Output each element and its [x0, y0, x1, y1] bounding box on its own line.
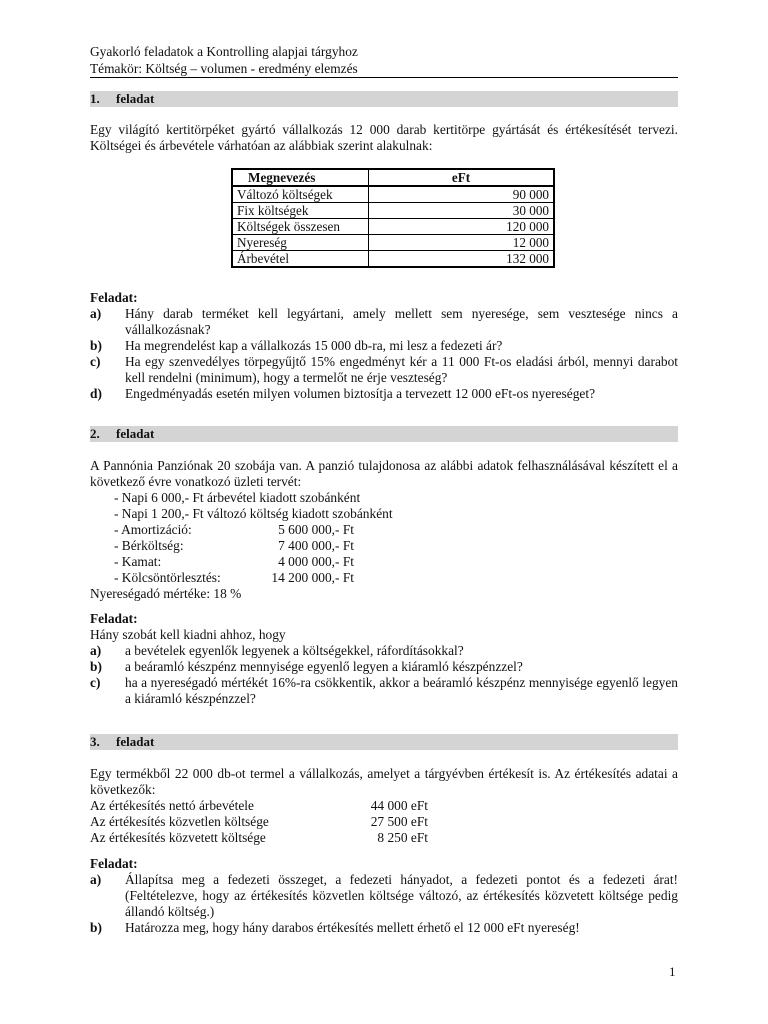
task3-body — [90, 766, 678, 846]
item-label: - Amortizáció: — [114, 522, 192, 537]
question-b — [90, 659, 678, 675]
list-item — [90, 522, 678, 538]
task1-title: feladat — [116, 91, 155, 106]
table-cell-value: 132 000 — [369, 251, 555, 268]
list-item — [90, 830, 678, 846]
item-value: 14 200 000,- Ft — [271, 570, 354, 585]
item-value: 44 000 eFt — [370, 798, 428, 813]
task3-questions — [90, 856, 678, 936]
task1-feladat-label: Feladat: — [90, 290, 138, 305]
question-label: b) — [90, 920, 102, 935]
task2-number: 2. — [90, 426, 100, 441]
item-label: - Kölcsöntörlesztés: — [114, 570, 221, 585]
item-label: - Napi 1 200,- Ft változó költség kiadott szobánként — [114, 506, 393, 521]
table-cell-name: Árbevétel — [232, 251, 369, 268]
question-text: Ha megrendelést kap a vállalkozás 15 000 db-ra, mi lesz a fedezeti ár? — [125, 338, 503, 353]
list-item — [90, 554, 678, 570]
item-label: - Bérköltség: — [114, 538, 184, 553]
table-header-value: eFt — [369, 169, 555, 186]
table-cell-name: Változó költségek — [232, 186, 369, 203]
header-topic: Témakör: Költség – volumen - eredmény elemzés — [90, 61, 678, 78]
task2-title: feladat — [116, 426, 155, 441]
task1-number: 1. — [90, 91, 100, 106]
table-header-row — [232, 169, 554, 186]
question-label: b) — [90, 338, 102, 353]
question-label: c) — [90, 354, 101, 369]
item-value: 7 400 000,- Ft — [278, 538, 354, 553]
question-text: a beáramló készpénz mennyisége egyenlő legyen a kiáramló készpénzzel? — [125, 659, 523, 674]
table-cell-value: 12 000 — [369, 235, 555, 251]
list-item — [90, 814, 678, 830]
question-text: Engedményadás esetén milyen volumen biztosítja a tervezett 12 000 eFt-os nyereséget? — [125, 386, 596, 401]
item-value: 27 500 eFt — [370, 814, 428, 829]
item-label: Az értékesítés nettó árbevétele — [90, 798, 254, 813]
item-value: 4 000 000,- Ft — [278, 554, 354, 569]
question-a — [90, 643, 678, 659]
list-item — [90, 570, 678, 586]
task2-questions — [90, 611, 678, 707]
question-a — [90, 306, 678, 338]
question-label: a) — [90, 872, 102, 887]
table-row — [232, 203, 554, 219]
question-text: a bevételek egyenlők legyenek a költségekkel, ráfordításokkal? — [125, 643, 464, 658]
item-label: Az értékesítés közvetlen költsége — [90, 814, 269, 829]
task2-feladat-label: Feladat: — [90, 611, 138, 626]
item-label: - Napi 6 000,- Ft árbevétel kiadott szobánként — [114, 490, 361, 505]
question-label: b) — [90, 659, 102, 674]
question-label: a) — [90, 306, 102, 321]
task2-intro: A Pannónia Panziónak 20 szobája van. A panzió tulajdonosa az alábbi adatok felhasználásával készített el a következő évre vonatkozó üzleti tervét: — [90, 458, 678, 489]
header-title: Gyakorló feladatok a Kontrolling alapjai tárgyhoz — [90, 44, 358, 59]
list-item — [90, 798, 678, 814]
page-number: 1 — [669, 964, 676, 979]
task3-title: feladat — [116, 734, 155, 749]
task2-profit-rate: Nyereségadó mértéke: 18 % — [90, 586, 242, 601]
table-row — [232, 219, 554, 235]
question-text: ha a nyereségadó mértékét 16%-ra csökkentik, akkor a beáramló készpénz mennyisége egyenlő legyen a kiáramló készpénzzel? — [125, 675, 678, 706]
list-item — [90, 538, 678, 554]
table-cell-value: 90 000 — [369, 186, 555, 203]
item-value: 5 600 000,- Ft — [278, 522, 354, 537]
task1-cost-table — [231, 168, 555, 268]
question-text: Határozza meg, hogy hány darabos értékesítés mellett érhető el 12 000 eFt nyereség! — [125, 920, 580, 935]
task2-body — [90, 458, 678, 602]
table-cell-value: 120 000 — [369, 219, 555, 235]
item-label: - Kamat: — [114, 554, 162, 569]
list-item — [90, 490, 678, 506]
task1-heading — [90, 91, 678, 107]
task2-question-intro: Hány szobát kell kiadni ahhoz, hogy — [90, 627, 286, 642]
task1-questions — [90, 290, 678, 402]
question-text: Ha egy szenvedélyes törpegyűjtő 15% engedményt kér a 11 000 Ft-os eladási árból, mennyi darabot kell rendelni (minimum), hogy a termelőt ne érje veszteség? — [125, 354, 678, 385]
question-label: a) — [90, 643, 102, 658]
question-label: d) — [90, 386, 102, 401]
table-header-name: Megnevezés — [232, 169, 369, 186]
question-text: Hány darab terméket kell legyártani, amely mellett sem nyeresége, sem vesztesége nincs a vállalkozásnak? — [125, 306, 678, 337]
table-row — [232, 186, 554, 203]
table-cell-name: Költségek összesen — [232, 219, 369, 235]
task3-intro: Egy termékből 22 000 db-ot termel a vállalkozás, amelyet a tárgyévben értékesít is. Az értékesítés adatai a következők: — [90, 766, 678, 797]
table-cell-name: Fix költségek — [232, 203, 369, 219]
task3-heading — [90, 734, 678, 750]
question-a — [90, 872, 678, 920]
list-item — [90, 506, 678, 522]
question-b — [90, 338, 678, 354]
question-text: Állapítsa meg a fedezeti összeget, a fedezeti hányadot, a fedezeti pontot és a fedezeti árat! (Feltételezve, hogy az értékesítés közvetlen költsége változó, az értékesítés közvetett költsége pedig állandó költség.) — [125, 872, 678, 919]
page-header — [90, 44, 678, 78]
question-c — [90, 354, 678, 386]
task2-heading — [90, 426, 678, 442]
table-row — [232, 251, 554, 268]
table-row — [232, 235, 554, 251]
task1-intro: Egy világító kertitörpéket gyártó vállalkozás 12 000 darab kertitörpe gyártását és értékesítését tervezi. Költségei és árbevétele várhatóan az alábbiak szerint alakulnak: — [90, 122, 678, 153]
task3-number: 3. — [90, 734, 100, 749]
question-c — [90, 675, 678, 707]
question-d — [90, 386, 678, 402]
question-b — [90, 920, 678, 936]
item-value: 8 250 eFt — [377, 830, 428, 845]
table-cell-name: Nyereség — [232, 235, 369, 251]
task3-feladat-label: Feladat: — [90, 856, 138, 871]
table-cell-value: 30 000 — [369, 203, 555, 219]
question-label: c) — [90, 675, 101, 690]
item-label: Az értékesítés közvetett költsége — [90, 830, 266, 845]
